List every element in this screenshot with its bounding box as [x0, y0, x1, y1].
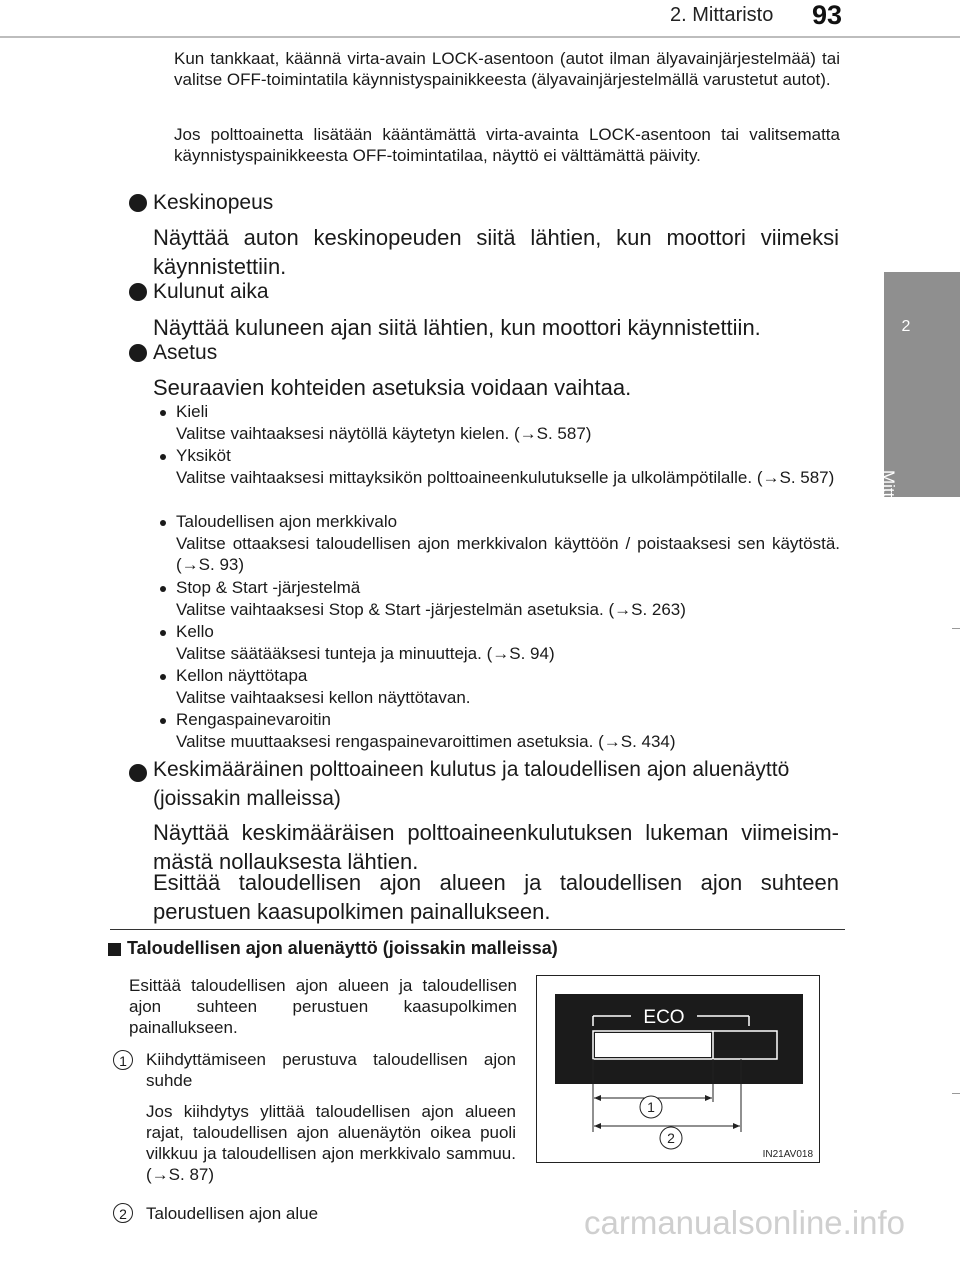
- section-item-1-title: Kiihdyttämiseen perustuva taloudellisen ajon suhde: [146, 1050, 516, 1090]
- setting-desc: Valitse vaihtaaksesi näytöllä käytetyn kielen. (→S. 587): [176, 424, 592, 443]
- callout-2: 2: [667, 1130, 675, 1146]
- item-number-1: 1: [113, 1050, 133, 1070]
- list-dot: [160, 586, 166, 592]
- setting-name: Yksiköt: [176, 446, 231, 465]
- figure-code: IN21AV018: [762, 1149, 813, 1160]
- arrowhead-left: [594, 1123, 601, 1129]
- item-title-asetus: Asetus: [153, 341, 218, 364]
- list-dot: [160, 454, 166, 460]
- setting-name: Taloudellisen ajon merkkivalo: [176, 512, 398, 531]
- setting-name: Kieli: [176, 402, 209, 421]
- section-intro: Esittää taloudellisen ajon alueen ja taloudellisen ajon suhteen perustuen kaasupolkimen painallukseen.: [129, 976, 517, 1037]
- setting-desc: Valitse muuttaaksesi rengaspainevaroittimen asetuksia. (→S. 434): [176, 732, 676, 751]
- chapter-tab-number: 2: [901, 318, 911, 335]
- item-text-kulunut-aika: Näyttää kuluneen ajan siitä lähtien, kun moottori käynnistettiin.: [153, 315, 761, 340]
- margin-tick: [952, 628, 960, 629]
- arrowhead-right: [705, 1095, 712, 1101]
- bullet-icon: [129, 283, 147, 301]
- item-title-keskinopeus: Keskinopeus: [153, 191, 274, 214]
- item-text-asetus: Seuraavien kohteiden asetuksia voidaan vaihtaa.: [153, 375, 632, 400]
- arrowhead-right: [733, 1123, 740, 1129]
- section-item-1-text: Jos kiihdytys ylittää taloudellisen ajon alueen rajat, taloudellisen ajon aluenäytön oikea puoli vilkkuu ja taloudellisen ajon merkkivalo sammuu. (→S. 87): [146, 1102, 516, 1184]
- item-text-avg-consumption-1: Näyttää keskimääräisen polttoaineenkulutuksen lukeman viimeisimmästä nollauksesta lähtien.: [153, 820, 839, 874]
- setting-desc: Valitse säätääksesi tunteja ja minuutteja. (→S. 94): [176, 644, 555, 663]
- arrowhead-left: [594, 1095, 601, 1101]
- bullet-icon: [129, 344, 147, 362]
- section-divider: [110, 929, 845, 930]
- callout-1: 1: [647, 1099, 655, 1115]
- setting-name: Kellon näyttötapa: [176, 666, 308, 685]
- chapter-tab-label: [872, 392, 944, 539]
- bullet-icon: [129, 764, 147, 782]
- section-square-icon: [108, 943, 121, 956]
- list-dot: [160, 520, 166, 526]
- setting-name: Rengaspainevaroitin: [176, 710, 331, 729]
- chapter-tab-label-text: Mittaristo: [879, 470, 898, 539]
- section-title: 2. Mittaristo: [670, 4, 774, 26]
- setting-desc: Valitse vaihtaaksesi kellon näyttötavan.: [176, 688, 471, 707]
- watermark: carmanualsonline.info: [584, 1204, 906, 1241]
- eco-zone-figure: [536, 975, 820, 1163]
- setting-name: Kello: [176, 622, 214, 641]
- list-dot: [160, 674, 166, 680]
- intro-paragraph-2: Jos polttoainetta lisätään kääntämättä virta-avainta LOCK-asentoon tai valitsematta käynnistyspainikkeesta OFF-toimintatilaa, näyttö ei välttämättä päivity.: [174, 125, 840, 165]
- setting-desc: Valitse vaihtaaksesi Stop & Start -järjestelmän asetuksia. (→S. 263): [176, 600, 686, 619]
- intro-paragraph-1: Kun tankkaat, käännä virta-avain LOCK-asentoon (autot ilman älyavainjärjestelmää) tai valitse OFF-toimintatila käynnistyspainikkeesta (älyavainjärjestelmällä varustetut autot).: [174, 49, 840, 89]
- item-title-avg-consumption: Keskimääräinen polttoaineen kulutus ja taloudellisen ajon aluenäyttö (joissakin malleissa): [153, 758, 790, 810]
- bullet-icon: [129, 194, 147, 212]
- eco-zone-diagram: [537, 976, 821, 1164]
- margin-tick: [952, 1093, 960, 1094]
- list-dot: [160, 718, 166, 724]
- eco-label: ECO: [643, 1007, 685, 1028]
- section-item-2-title: Taloudellisen ajon alue: [146, 1204, 319, 1223]
- setting-desc: Valitse vaihtaaksesi mittayksikön polttoaineenkulutukselle ja ulkolämpötilalle. (→S. 587): [176, 468, 835, 487]
- header-divider: [0, 36, 960, 38]
- item-title-kulunut-aika: Kulunut aika: [153, 280, 269, 303]
- setting-desc: Valitse ottaaksesi taloudellisen ajon merkkivalon käyttöön / poistaaksesi sen käytöstä. (→S. 93): [176, 534, 840, 574]
- list-dot: [160, 630, 166, 636]
- list-dot: [160, 410, 166, 416]
- item-number-2: 2: [113, 1203, 133, 1223]
- item-text-keskinopeus: Näyttää auton keskinopeuden siitä lähtien, kun moottori viimeksi käynnistettiin.: [153, 225, 839, 279]
- page-number: 93: [812, 0, 843, 30]
- eco-ratio-bar: [595, 1033, 711, 1057]
- setting-name: Stop & Start -järjestelmä: [176, 578, 361, 597]
- item-text-avg-consumption-2: Esittää taloudellisen ajon alueen ja taloudellisen ajon suhteen perustuen kaasupolkimen painallukseen.: [153, 870, 839, 924]
- section-heading: Taloudellisen ajon aluenäyttö (joissakin malleissa): [127, 938, 558, 958]
